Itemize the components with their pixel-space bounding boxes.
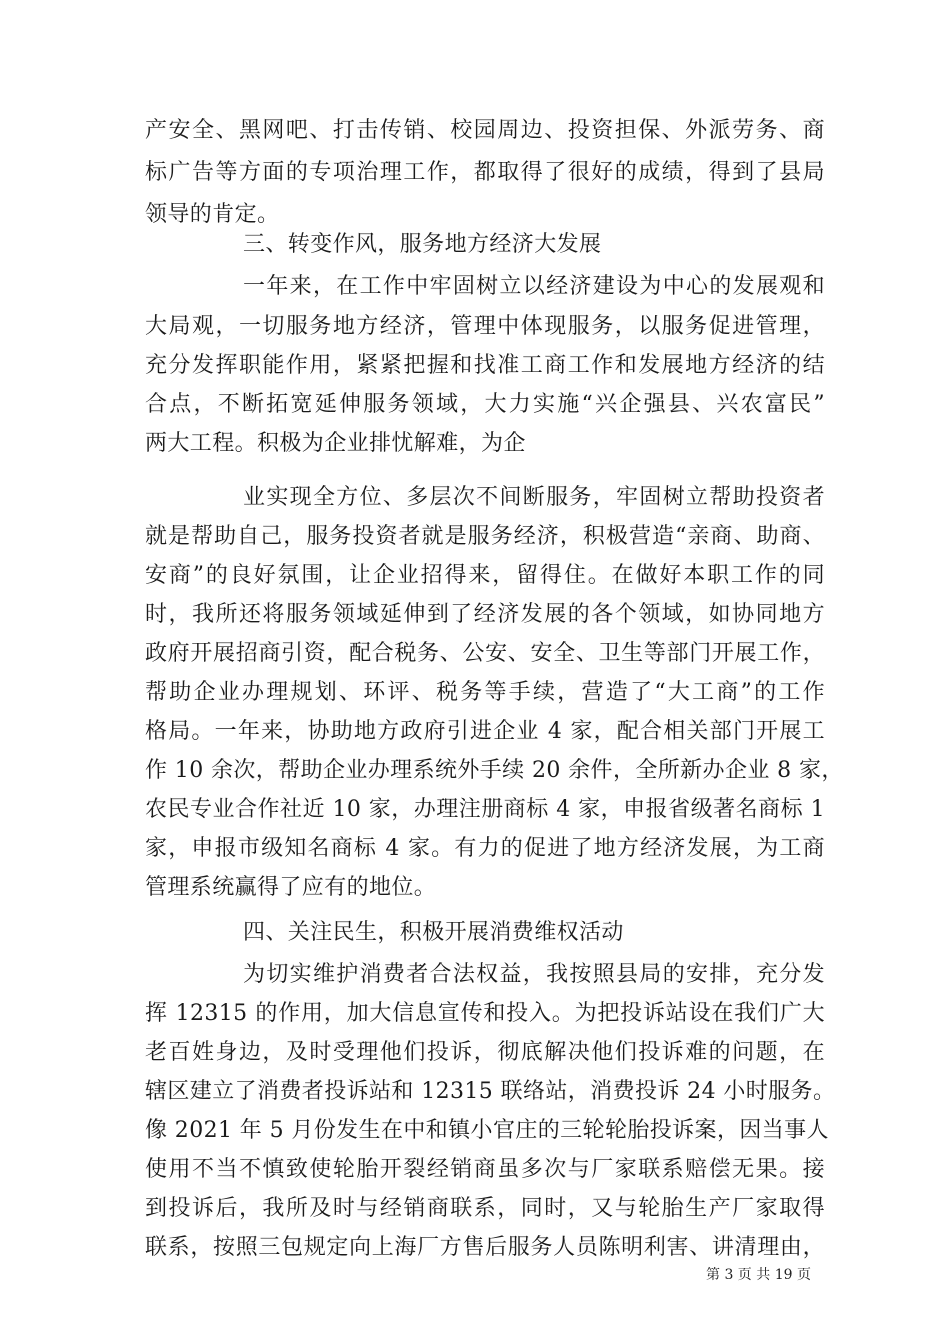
text-line: 产安全、黑网吧、打击传销、校园周边、投资担保、外派劳务、商 bbox=[145, 118, 825, 143]
section-heading: 三、转变作风，服务地方经济大发展 bbox=[243, 232, 602, 257]
text-line: 挥 12315 的作用，加大信息宣传和投入。为把投诉站设在我们广大 bbox=[145, 1001, 825, 1026]
text-line: 标广告等方面的专项治理工作，都取得了很好的成绩，得到了县局 bbox=[145, 160, 825, 185]
text-line: 领导的肯定。 bbox=[145, 202, 280, 227]
text-line: 使用不当不慎致使轮胎开裂经销商虽多次与厂家联系赔偿无果。接 bbox=[145, 1157, 825, 1182]
text-line: 两大工程。积极为企业排忧解难，为企 bbox=[145, 431, 526, 456]
text-line: 为切实维护消费者合法权益，我按照县局的安排，充分发 bbox=[243, 962, 825, 987]
text-line: 农民专业合作社近 10 家，办理注册商标 4 家，申报省级著名商标 1 bbox=[145, 797, 825, 822]
text-line: 合点，不断拓宽延伸服务领域，大力实施“兴企强县、兴农富民” bbox=[145, 392, 825, 417]
text-line: 辖区建立了消费者投诉站和 12315 联络站，消费投诉 24 小时服务。 bbox=[145, 1079, 836, 1104]
text-line: 一年来，在工作中牢固树立以经济建设为中心的发展观和 bbox=[243, 274, 825, 299]
text-line: 就是帮助自己，服务投资者就是服务经济，积极营造“亲商、助商、 bbox=[145, 524, 825, 549]
text-line: 安商”的良好氛围，让企业招得来，留得住。在做好本职工作的同 bbox=[145, 563, 825, 588]
text-line: 管理系统赢得了应有的地位。 bbox=[145, 875, 437, 900]
section-heading: 四、关注民生，积极开展消费维权活动 bbox=[243, 920, 624, 945]
text-line: 老百姓身边，及时受理他们投诉，彻底解决他们投诉难的问题，在 bbox=[145, 1040, 825, 1065]
text-line: 帮助企业办理规划、环评、税务等手续，营造了“大工商”的工作 bbox=[145, 680, 825, 705]
text-line: 格局。一年来，协助地方政府引进企业 4 家，配合相关部门开展工 bbox=[145, 719, 825, 744]
text-line: 家，申报市级知名商标 4 家。有力的促进了地方经济发展，为工商 bbox=[145, 836, 825, 861]
text-line: 作 10 余次，帮助企业办理系统外手续 20 余件，全所新办企业 8 家， bbox=[145, 758, 844, 783]
text-line: 政府开展招商引资，配合税务、公安、安全、卫生等部门开展工作， bbox=[145, 641, 825, 666]
text-line: 到投诉后，我所及时与经销商联系，同时，又与轮胎生产厂家取得 bbox=[145, 1196, 825, 1221]
text-line: 充分发挥职能作用，紧紧把握和找准工商工作和发展地方经济的结 bbox=[145, 353, 825, 378]
page-number: 第 3 页 共 19 页 bbox=[706, 1267, 811, 1283]
text-line: 像 2021 年 5 月份发生在中和镇小官庄的三轮轮胎投诉案，因当事人 bbox=[145, 1118, 829, 1143]
text-line: 大局观，一切服务地方经济，管理中体现服务，以服务促进管理， bbox=[145, 314, 825, 339]
text-line: 业实现全方位、多层次不间断服务，牢固树立帮助投资者 bbox=[243, 485, 825, 510]
text-line: 联系，按照三包规定向上海厂方售后服务人员陈明利害、讲清理由， bbox=[145, 1235, 825, 1260]
text-line: 时，我所还将服务领域延伸到了经济发展的各个领域，如协同地方 bbox=[145, 602, 825, 627]
